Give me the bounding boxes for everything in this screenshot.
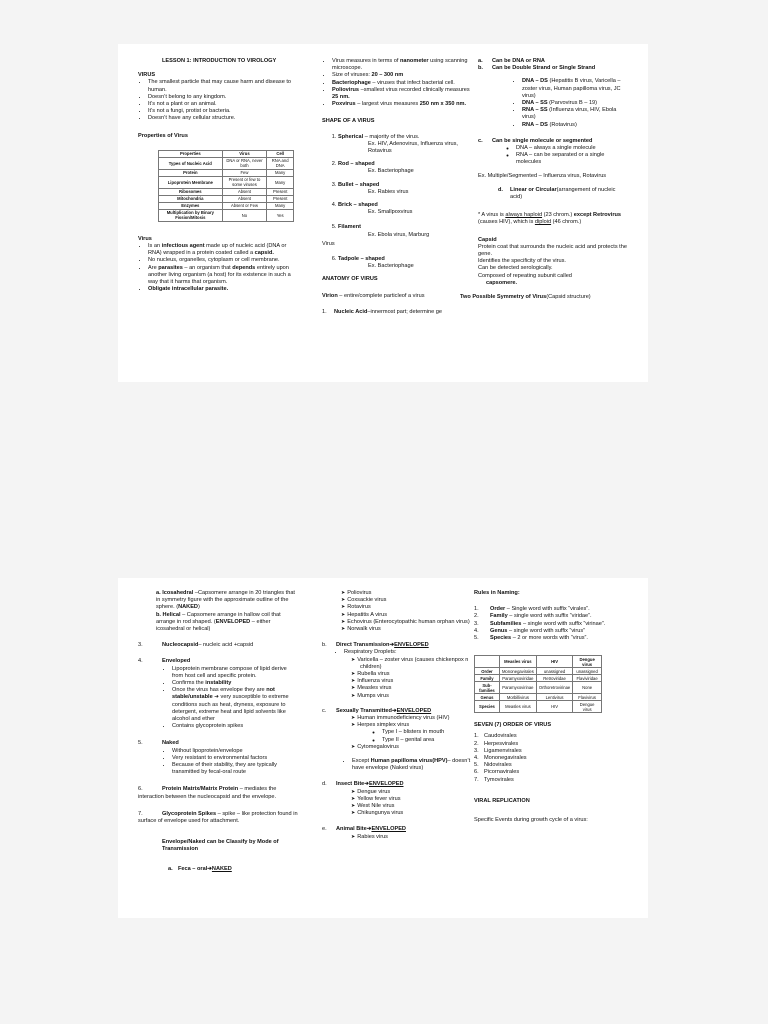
table-cell: Enzymes: [159, 202, 223, 209]
table-cell: Lentivirus: [536, 694, 572, 701]
list-item: 2. Family – single word with suffix “viridae”.: [474, 613, 592, 620]
list-item: 4. Brick – shaped Ex. Smallpoxvirus: [338, 202, 472, 216]
table-cell: unassigned: [536, 668, 572, 675]
list-item: ➤ Rotavirus: [350, 604, 474, 611]
table-cell: Few: [222, 169, 267, 176]
list-item: ➤ Rabies virus: [360, 834, 474, 841]
table-cell: Properties: [159, 150, 223, 157]
document-page-2: [118, 578, 648, 918]
list-item: • Except Human papilloma virus(HPV)– doesn’t have envelope (Naked virus): [352, 758, 474, 772]
replication-heading: VIRAL REPLICATION: [474, 797, 530, 804]
list-item: 5. Filament Ex. Ebola virus, Marburg: [338, 224, 472, 238]
anatomy-heading: ANATOMY OF VIRUS: [322, 276, 378, 283]
list-item: • Poxvirus – largest virus measures 250 nm x 350 nm.: [332, 101, 472, 108]
list-item: ➤ West Nile virus: [360, 803, 474, 810]
table-cell: Yes: [267, 209, 294, 221]
animal-bite-item: e. Animal Bite➔ENVELOPED: [322, 826, 406, 833]
table-row: [159, 176, 294, 188]
hpv-note: [322, 758, 474, 772]
list-item: 3. Bullet – shaped Ex. Rabies virus: [338, 182, 472, 196]
table-cell: Measles virus: [499, 656, 536, 668]
table-row: [475, 668, 602, 675]
table-cell: DNA or RNA, never both: [222, 157, 267, 169]
list-number: 5.: [474, 762, 479, 769]
naked-item: 5. Naked • Without lipoprotein/envelope • Very resistant to environmental factors • Because of their stability, they are typically transmitted by fecal-oral route: [138, 740, 298, 776]
capsid-description: [478, 244, 628, 280]
item-a: a. Can be DNA or RNA: [478, 58, 545, 64]
list-item: ➤ Mumps virus: [360, 693, 474, 700]
table-cell: Cell: [267, 150, 294, 157]
table-cell: Species: [475, 701, 500, 713]
table-row: [159, 188, 294, 195]
table-row: [159, 169, 294, 176]
table-cell: HIV: [536, 701, 572, 713]
list-item: 5. Species – 2 or more words with “virus”.: [474, 635, 588, 642]
page2-column-2: [322, 590, 474, 841]
feca-oral-item: a. Feca – oral➔NAKED: [168, 865, 232, 872]
table-cell: Paramyxovirinae: [499, 682, 536, 694]
naked-list: [162, 748, 298, 777]
list-item: ➤ Echovirus (Enterocytopathic human orphan virus): [350, 619, 474, 626]
list-item: 7. Tymovirales: [474, 776, 514, 783]
protein-matrix-item: 6. Protein Matrix/Matrix Protein – mediates the interaction between the nucleocapsid and the envelope.: [138, 786, 277, 800]
item-d: d. Linear or Circular(arrangement of nucleic acid): [498, 186, 616, 201]
table-cell: Present or few to some viruses: [222, 176, 267, 188]
capsomere-term: capsomere.: [486, 279, 518, 286]
table-cell: Absent: [222, 195, 267, 202]
list-item: ➤ Yellow fever virus: [360, 796, 474, 803]
table-cell: Present: [267, 188, 294, 195]
table-cell: unassigned: [573, 668, 602, 675]
table-row: [475, 656, 602, 668]
table-cell: Orthoretrovirinae: [536, 682, 572, 694]
list-item: ➤ Poliovirus: [350, 590, 474, 597]
table-cell: Genus: [475, 694, 500, 701]
virion-definition: Virion – entire/complete particleof a virus: [322, 292, 425, 299]
table-cell: No: [222, 209, 267, 221]
arrow-icon: ➔: [366, 826, 372, 833]
table-cell: Many: [267, 176, 294, 188]
table-cell: RNA and DNA: [267, 157, 294, 169]
table-cell: [475, 656, 500, 668]
multiple-example: Ex. Multiple/Segmented – Influenza virus, Rotavirus: [478, 172, 607, 179]
table-cell: Virus: [222, 150, 267, 157]
list-item: 5. Nidovirales: [474, 762, 512, 769]
list-item: • Lipoprotein membrane compose of lipid derive from host cell and specific protein.: [172, 666, 298, 680]
list-item: • Doesn’t belong to any kingdom.: [148, 94, 296, 101]
seven-orders-heading: SEVEN (7) ORDER OF VIRUS: [474, 722, 552, 729]
table-cell: Many: [267, 169, 294, 176]
symmetry-heading: Two Possible Symmetry of Virus(Capsid structure): [460, 294, 591, 301]
capsid-line: Identifies the specificity of the virus.: [478, 258, 566, 265]
nucleic-acid-line: 1. Nucleic Acid–innermost part; determine ge: [322, 308, 442, 315]
rules-heading: Rules in Naming:: [474, 590, 520, 596]
list-item: 1. Spherical – majority of the virus. Ex. HIV, Adenovirus, Influenza virus, Rotavirus: [338, 134, 472, 156]
list-item: ➤ Rubella virus: [360, 671, 474, 678]
list-item: • Doesn’t have any cellular structure.: [148, 115, 296, 122]
list-item: • Virus measures in terms of nanometer using scanning microscope.: [332, 58, 472, 72]
capsid-line: Protein coat that surrounds the nucleic acid and protects the gene.: [478, 243, 627, 258]
list-item: ➤ Norwalk virus: [350, 626, 474, 633]
list-item: 1. Order – Single word with suffix “virales”.: [474, 606, 590, 613]
list-item: ➤ Measles virus: [360, 685, 474, 692]
list-item: • The smallest particle that may cause harm and disease to human.: [148, 79, 296, 93]
table-cell: Sub-families: [475, 682, 500, 694]
table-row: [475, 701, 602, 713]
segment-list: [478, 145, 628, 167]
herpes-type-list: [360, 729, 474, 743]
insect-bite-item: d. Insect Bite➔ENVELOPED: [322, 781, 404, 788]
table-cell: Measles virus: [499, 701, 536, 713]
direct-transmission-item: b. Direct Transmission➔ENVELOPED: [322, 642, 429, 649]
properties-heading: Properties of Virus: [138, 132, 188, 139]
table-cell: Absent or Few: [222, 202, 267, 209]
list-item: ➤ Coxsackie virus: [350, 597, 474, 604]
list-item: • Contains glycoprotein spikes: [172, 723, 298, 730]
properties-table: [158, 150, 294, 222]
table-row: [159, 157, 294, 169]
list-item: ➤ Dengue virus: [360, 789, 474, 796]
list-item: ➤ Human immunodeficiency virus (HIV): [360, 715, 474, 722]
table-cell: Lipoprotein Membrane: [159, 176, 223, 188]
enveloped-list: [162, 666, 298, 731]
list-item: • Obligate intracellular parasite.: [148, 286, 296, 293]
strand-list: [478, 78, 628, 128]
list-item: 3. Subfamilies – single word with suffix “virinae”.: [474, 620, 606, 627]
list-item: 3. Ligamenvirales: [474, 747, 522, 754]
lesson-title: LESSON 1: INTRODUCTION TO VIROLOGY: [162, 58, 277, 64]
list-item: • Once the virus has envelope they are not stable/unstable ➔ very susceptible to extreme conditions such as heat, dryness, exposure to detergent, extreme heat and lipid solvents like alcohol and ether: [172, 687, 298, 723]
list-item: ➤ Cytomegalovirus: [360, 744, 474, 751]
table-cell: Flavivirus: [573, 694, 602, 701]
filament-continued: Virus: [322, 240, 335, 247]
list-item: • DNA – DS (Hepatitis B virus, Varicella – zoster virus, Human papilloma virus, JC virus): [522, 78, 628, 100]
page1-column-1: [138, 58, 296, 293]
list-item: 1. Caudovirales: [474, 733, 517, 740]
table-cell: Present: [267, 195, 294, 202]
list-number: 2.: [474, 740, 479, 747]
list-item: ◦ Type II – genital area: [382, 737, 474, 744]
list-number: 1.: [474, 606, 479, 613]
shape-list-continued: [322, 256, 472, 270]
page1-column-3: [460, 58, 628, 301]
list-item: • It’s not a plant or an animal.: [148, 101, 296, 108]
list-number: 1.: [474, 733, 479, 740]
table-cell: Dengue virus: [573, 656, 602, 668]
list-item: ➤ Chikungunya virus: [360, 810, 474, 817]
naming-rules-list: [474, 606, 634, 642]
list-number: 7.: [474, 776, 479, 783]
table-cell: Types of Nucleic Acid: [159, 157, 223, 169]
table-cell: Retroviridae: [536, 675, 572, 682]
list-item: ◦ DNA – always a single molecule: [516, 145, 628, 152]
replication-text: Specific Events during growth cycle of a virus:: [474, 817, 588, 824]
table-cell: Paramyxoviridae: [499, 675, 536, 682]
table-cell: Mitochondria: [159, 195, 223, 202]
page2-column-1: [138, 590, 298, 873]
taxonomy-table: [474, 655, 602, 713]
table-cell: None: [573, 682, 602, 694]
table-row: [475, 682, 602, 694]
list-item: • RNA – DS (Rotavirus): [522, 122, 628, 129]
list-item: 4. Mononegavirales: [474, 755, 527, 762]
naked-virus-list: [322, 590, 474, 633]
capsid-line: Can be detected serologically.: [478, 265, 553, 272]
list-item: 2. Rod – shaped Ex. Bacteriophage: [338, 161, 472, 175]
arrow-icon: ➔: [364, 781, 369, 788]
icosahedral-item: a. Icosahedral –Capsomere arrange in 20 triangles that in symmetry figure with the approximate outline of the sphere. (NAKED): [156, 590, 295, 611]
table-cell: Flaviviridae: [573, 675, 602, 682]
list-number: 3.: [474, 747, 479, 754]
table-row: [475, 694, 602, 701]
table-cell: Protein: [159, 169, 223, 176]
table-cell: Ribosomes: [159, 188, 223, 195]
list-item: • No nucleus, organelles, cytoplasm or cell membrane.: [148, 257, 296, 264]
list-number: 2.: [474, 613, 479, 620]
list-item: • Because of their stability, they are typically transmitted by fecal-oral route: [172, 762, 298, 776]
glycoprotein-item: 7. Glycoprotein Spikes – spike – like protection found in surface of envelope used for attachment.: [138, 810, 298, 825]
list-item: • Confirms the instability: [172, 680, 298, 687]
table-cell: Mononegavirales: [499, 668, 536, 675]
list-item: • RNA – SS (Influenza virus, HIV, Ebola virus): [522, 107, 628, 121]
list-item: • Size of viruses: 20 – 300 nm: [332, 72, 472, 79]
list-item: • Poliovirus –smallest virus recorded clinically measures 25 nm.: [332, 87, 472, 101]
list-item: ➤ Hepatitis A virus: [350, 612, 474, 619]
arrow-icon: ➔: [212, 694, 219, 701]
list-number: 3.: [474, 620, 479, 627]
list-item: • Are parasites – an organism that depends entirely upon another living organism (a host) for its existence in such a way that it harms that organism.: [148, 265, 296, 287]
document-page-1: [118, 44, 648, 382]
table-row: [159, 209, 294, 221]
virus-2-heading: Virus: [138, 235, 152, 242]
item-b: b. Can be Double Strand or Single Strand: [478, 65, 596, 72]
arrow-icon: ➔: [207, 865, 212, 872]
sexual-virus-list: [322, 715, 474, 751]
list-item: 6. Tadpole – shaped Ex. Bacteriophage: [338, 256, 472, 270]
measure-list: [322, 58, 472, 108]
list-item: • It’s not a fungi, protist or bacteria.: [148, 108, 296, 115]
table-row: [159, 150, 294, 157]
list-item: • Bacteriophage – viruses that infect bacterial cell.: [332, 80, 472, 87]
table-cell: Morbillivirus: [499, 694, 536, 701]
list-item: • Respiratory Droplets:: [344, 649, 474, 656]
table-cell: Family: [475, 675, 500, 682]
list-number: 5.: [474, 635, 479, 642]
item-c: c. Can be single molecule or segmented: [478, 137, 593, 144]
shape-heading: SHAPE OF A VIRUS: [322, 118, 375, 125]
sexually-transmitted-item: c. Sexually Transmitted➔ENVELOPED: [322, 707, 432, 714]
orders-list: [474, 733, 634, 783]
respiratory-virus-list: [322, 657, 474, 700]
page2-column-3: [474, 590, 634, 824]
respiratory-list: [322, 649, 474, 656]
table-cell: Absent: [222, 188, 267, 195]
list-item: • Without lipoprotein/envelope: [172, 748, 298, 755]
page1-column-2: [322, 58, 472, 316]
list-item: ➤ Herpes simplex virus ◦ Type I – blisters in mouth ◦ Type II – genital area: [360, 722, 474, 744]
table-row: [475, 675, 602, 682]
table-row: [159, 202, 294, 209]
helical-item: b. Helical – Capsomere arrange in hallow coil that arrange in rod shaped. (ENVELOPED – either icosahedral or helical): [156, 611, 281, 633]
list-item: ➤ Varicella – zoster virus (causes chickenpox n children): [360, 657, 474, 671]
virus-heading: VIRUS: [138, 72, 156, 79]
enveloped-item: 4. Enveloped • Lipoprotein membrane compose of lipid derive from host cell and specific protein. • Confirms the instability • Once the virus has envelope they are not stable/unstable ➔ very susceptible to extreme conditions such as heat, dryness, exposure to detergent, extreme heat and lipid solvents like alcohol and ether • Contains glycoprotein spikes: [138, 658, 298, 730]
table-cell: Order: [475, 668, 500, 675]
nucleocapsid-item: 3. Nucleocapsid– nucleic acid +capsid: [138, 642, 254, 649]
list-item: ◦ Type I – blisters in mouth: [382, 729, 474, 736]
insect-virus-list: [322, 789, 474, 818]
list-item: • DNA – SS (Parvovirus B – 19): [522, 100, 628, 107]
capsid-heading: Capsid: [478, 236, 497, 243]
list-number: 4.: [474, 627, 479, 634]
table-cell: HIV: [536, 656, 572, 668]
list-number: 6.: [474, 769, 479, 776]
list-item: 2. Herpesvirales: [474, 740, 519, 747]
shape-list: [322, 134, 472, 239]
list-item: • Is an infectious agent made up of nucleic acid (DNA or RNA) wrapped in a protein coated called a capsid.: [148, 243, 296, 257]
classify-heading: Envelope/Naked can be Classify by Mode of Transmission: [162, 839, 279, 853]
list-item: 4. Genus – single word with suffix “virus”: [474, 627, 586, 634]
animal-virus-list: [322, 834, 474, 841]
virus-list: [138, 79, 296, 122]
arrow-icon: ➔: [389, 642, 395, 649]
table-cell: Many: [267, 202, 294, 209]
list-item: 6. Picornavirales: [474, 769, 520, 776]
table-cell: Dengue virus: [573, 701, 602, 713]
list-item: ➤ Influenza virus: [360, 678, 474, 685]
table-cell: Multiplication by Binary Fission/Mitosis: [159, 209, 223, 221]
haploid-note: * A virus is always haploid (23 chrom.) except Retrovirus (causes HIV), which is diploid (46 chrom.): [478, 212, 622, 226]
arrow-icon: ➔: [391, 707, 397, 714]
capsid-line: Composed of repeating subunit called: [478, 272, 572, 279]
table-row: [159, 195, 294, 202]
list-item: ◦ RNA – can be separated or a single molecules: [516, 152, 628, 166]
list-item: • Very resistant to environmental factors: [172, 755, 298, 762]
list-number: 4.: [474, 755, 479, 762]
virus-2-list: [138, 243, 296, 293]
